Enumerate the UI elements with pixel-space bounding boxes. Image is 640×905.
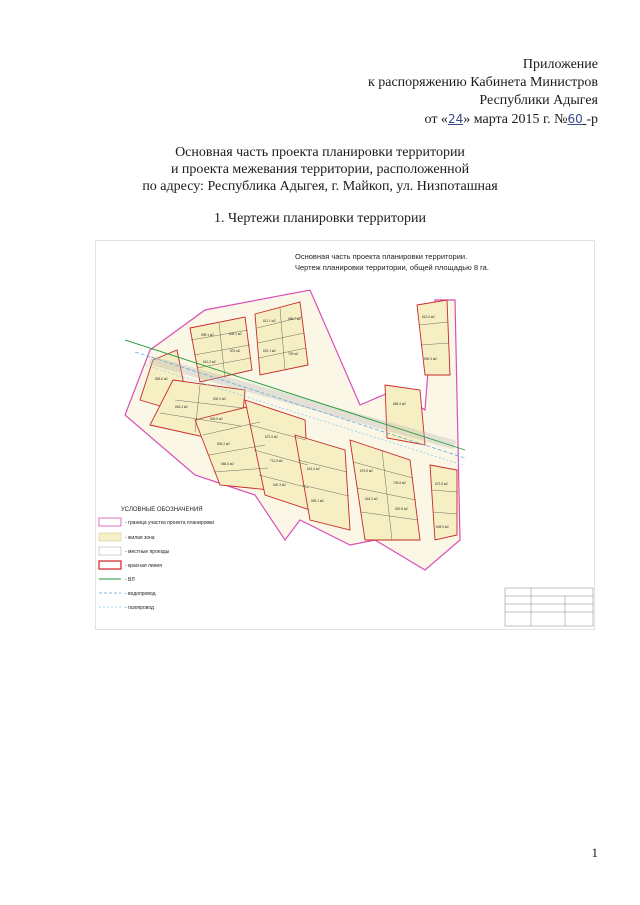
block-10 — [417, 300, 450, 375]
legend-item-power-line — [99, 577, 135, 583]
legend-label: - ВЛ — [125, 577, 135, 583]
plot-label: 709 м2 — [288, 352, 299, 356]
plot-label: 640.3 м2 — [273, 483, 286, 487]
title-block-frame — [505, 588, 593, 626]
appendix-line-2: к распоряжению Кабинета Министров — [367, 75, 598, 90]
section-heading: 1. Чертежи планировки территории — [214, 211, 426, 226]
plot-label: 665.4 м2 — [393, 402, 406, 406]
plot-label: 612.6 м2 — [422, 315, 435, 319]
plot-label: 608.1 м2 — [229, 332, 242, 336]
plot-label: 608.9 м2 — [436, 525, 449, 529]
title-line-3: по адресу: Республика Адыгея, г. Майкоп, ул. Низпоташная — [142, 179, 498, 194]
plot-label: 690.3 м2 — [424, 357, 437, 361]
block-2 — [255, 302, 308, 375]
plot-label: 615.4 м2 — [307, 467, 320, 471]
legend-title: УСЛОВНЫЕ ОБОЗНАЧЕНИЯ — [121, 507, 203, 513]
plot-label: 688.7 м2 — [288, 317, 301, 321]
document-title — [0, 144, 640, 195]
plot-label: 663.4 м2 — [175, 405, 188, 409]
legend-item-residential — [99, 533, 155, 541]
plot-label: 595.1 м2 — [311, 499, 324, 503]
legend-label: - жилая зона — [125, 535, 155, 541]
title-block — [505, 588, 593, 626]
legend-swatch — [99, 533, 121, 541]
plot-label: 673.5 м2 — [360, 469, 373, 473]
legend-item-red-line — [99, 561, 162, 569]
plot-label: 672.5 м2 — [265, 435, 278, 439]
appendix-line-3: Республики Адыгея — [479, 93, 598, 108]
plot-label: 595.1 м2 — [201, 333, 214, 337]
legend-label: - граница участка проекта планировки — [125, 520, 215, 526]
appendix-line-1: Приложение — [522, 57, 598, 72]
plot-label: 673.8 м2 — [435, 482, 448, 486]
legend — [99, 507, 214, 611]
legend-label: - красная линия — [125, 563, 162, 569]
legend-label: - газопровод — [125, 605, 154, 611]
plot-label: 610.3 м2 — [203, 360, 216, 364]
legend-item-local-roads — [99, 547, 170, 555]
plot-label: 600.0 м2 — [213, 397, 226, 401]
appendix-date-line: от «24» марта 2015 г. №60 -р — [424, 112, 598, 127]
appendix-header — [368, 56, 598, 129]
plot-label: 620.1 м2 — [263, 349, 276, 353]
legend-item-water — [99, 591, 156, 597]
handwritten-number: 60 — [567, 112, 583, 126]
plot-label: 876 м2 — [230, 349, 241, 353]
plot-label: 583.6 м2 — [155, 377, 168, 381]
handwritten-day: 24 — [447, 112, 464, 126]
legend-label: - местные проезды — [125, 549, 170, 555]
legend-item-gas — [99, 605, 154, 611]
plot-label: 712.5 м2 — [270, 459, 283, 463]
legend-item-boundary — [99, 518, 214, 526]
legend-swatch — [99, 547, 121, 555]
planning-drawing — [95, 240, 595, 630]
legend-label: - водопровод — [125, 591, 156, 597]
plot-label: 600.8 м2 — [395, 507, 408, 511]
drawing-title-line-2: Чертеж планировки территории, общей площадью 8 га. — [295, 263, 489, 272]
plot-label: 618.3 м2 — [365, 497, 378, 501]
legend-swatch — [99, 518, 121, 526]
plot-label: 666.6 м2 — [221, 462, 234, 466]
page-number: 1 — [591, 845, 598, 860]
legend-swatch — [99, 561, 121, 569]
title-line-1: Основная часть проекта планировки территории — [175, 145, 465, 160]
plot-label: 605.5 м2 — [210, 417, 223, 421]
title-line-2: и проекта межевания территории, расположенной — [170, 162, 470, 177]
plot-label: 606.2 м2 — [217, 442, 230, 446]
plot-label: 611.1 м2 — [263, 319, 276, 323]
drawing-title-line-1: Основная часть проекта планировки территории. — [295, 252, 468, 261]
plot-label: 705.8 м2 — [393, 481, 406, 485]
